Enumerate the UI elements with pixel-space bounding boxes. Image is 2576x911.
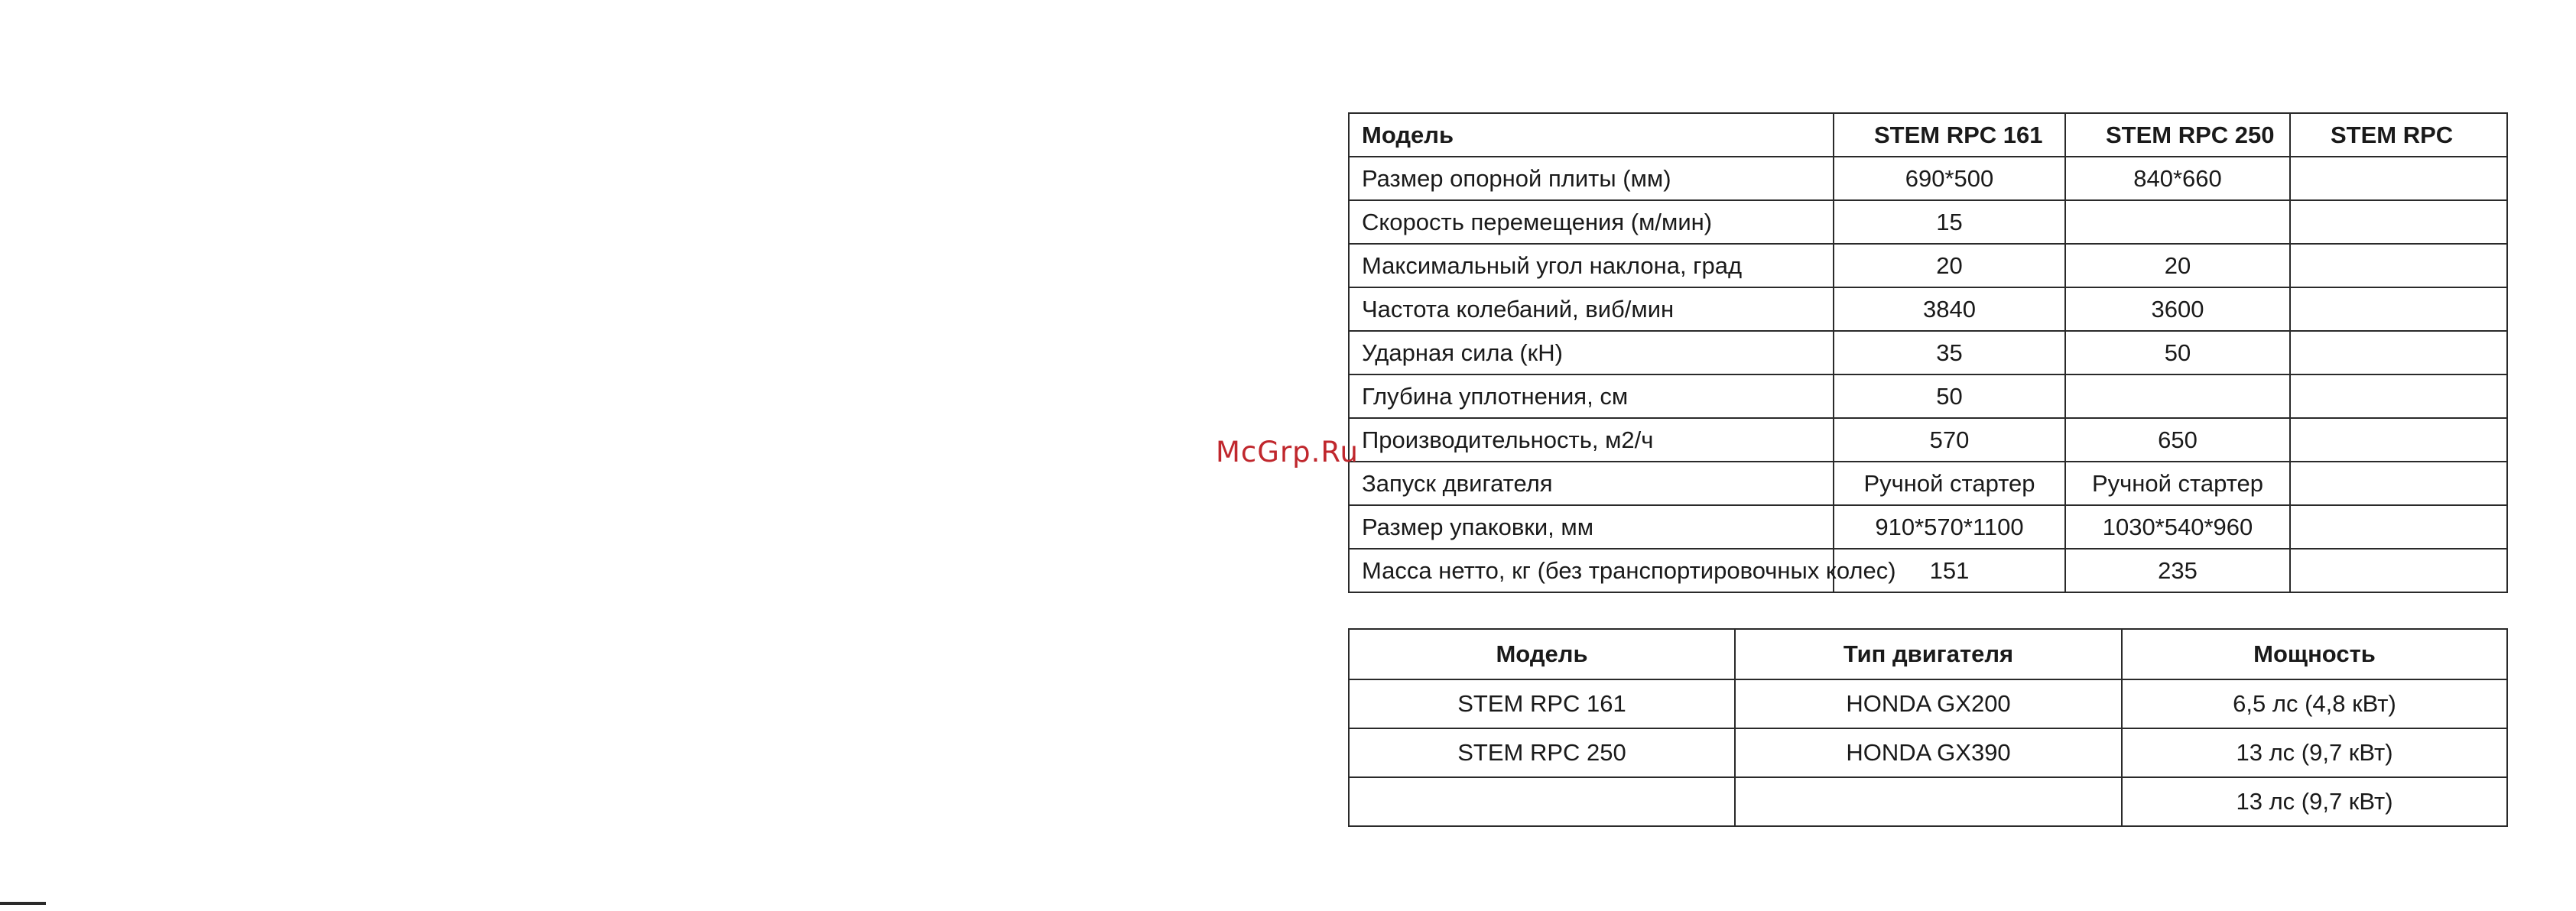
cell-value <box>2290 244 2507 287</box>
page-edge-mark <box>0 902 46 905</box>
row-label: Глубина уплотнения, см <box>1349 374 1834 418</box>
table-row <box>1349 549 2507 592</box>
row-label: Ударная сила (кН) <box>1349 331 1834 374</box>
cell-value: 20 <box>2065 244 2290 287</box>
row-label: Масса нетто, кг (без транспортировочных колес) <box>1349 549 1834 592</box>
table-row <box>1349 679 2507 728</box>
header-model: Модель <box>1349 629 1735 679</box>
table-row <box>1349 777 2507 826</box>
cell-value: 650 <box>2065 418 2290 462</box>
cell-value: 3840 <box>1834 287 2065 331</box>
cell-value: 570 <box>1834 418 2065 462</box>
cell-value <box>2290 505 2507 549</box>
table-row <box>1349 157 2507 200</box>
cell-value <box>2065 200 2290 244</box>
cell-value: 1030*540*960 <box>2065 505 2290 549</box>
table-row <box>1349 728 2507 777</box>
cell-value <box>2290 462 2507 505</box>
cell-value: 50 <box>2065 331 2290 374</box>
table-row <box>1349 374 2507 418</box>
cell-value <box>2290 418 2507 462</box>
specifications-table <box>1348 112 2508 593</box>
cell-value: 3600 <box>2065 287 2290 331</box>
cell-power: 6,5 лс (4,8 кВт) <box>2122 679 2507 728</box>
header-model-1: STEM RPC 161 <box>1834 113 2065 157</box>
table-row <box>1349 462 2507 505</box>
cell-value <box>2290 331 2507 374</box>
cell-value <box>2065 374 2290 418</box>
row-label: Скорость перемещения (м/мин) <box>1349 200 1834 244</box>
engine-table <box>1348 628 2508 827</box>
cell-value <box>2290 287 2507 331</box>
cell-power: 13 лс (9,7 кВт) <box>2122 728 2507 777</box>
cell-model <box>1349 777 1735 826</box>
row-label: Максимальный угол наклона, град <box>1349 244 1834 287</box>
cell-value: Ручной стартер <box>2065 462 2290 505</box>
cell-value: 35 <box>1834 331 2065 374</box>
row-label: Запуск двигателя <box>1349 462 1834 505</box>
cell-value <box>2290 157 2507 200</box>
cell-engine-type: HONDA GX200 <box>1735 679 2122 728</box>
row-label: Размер опорной плиты (мм) <box>1349 157 1834 200</box>
header-engine-type: Тип двигателя <box>1735 629 2122 679</box>
cell-model: STEM RPC 161 <box>1349 679 1735 728</box>
engine-header-row <box>1349 629 2507 679</box>
cell-engine-type <box>1735 777 2122 826</box>
table-row <box>1349 331 2507 374</box>
cell-value <box>2290 549 2507 592</box>
cell-value <box>2290 200 2507 244</box>
header-model-label: Модель <box>1349 113 1834 157</box>
cell-model: STEM RPC 250 <box>1349 728 1735 777</box>
cell-value: 910*570*1100 <box>1834 505 2065 549</box>
table-row <box>1349 505 2507 549</box>
cell-value: 50 <box>1834 374 2065 418</box>
cell-value: 840*660 <box>2065 157 2290 200</box>
watermark: McGrp.Ru <box>1216 436 1359 468</box>
header-model-2: STEM RPC 250 <box>2065 113 2290 157</box>
header-model-3: STEM RPC <box>2290 113 2507 157</box>
cell-value <box>2290 374 2507 418</box>
cell-value: Ручной стартер <box>1834 462 2065 505</box>
header-power: Мощность <box>2122 629 2507 679</box>
row-label: Размер упаковки, мм <box>1349 505 1834 549</box>
cell-engine-type: HONDA GX390 <box>1735 728 2122 777</box>
table-row <box>1349 244 2507 287</box>
table-row <box>1349 287 2507 331</box>
row-label: Частота колебаний, виб/мин <box>1349 287 1834 331</box>
cell-value: 15 <box>1834 200 2065 244</box>
table-row <box>1349 200 2507 244</box>
cell-value: 151 <box>1834 549 2065 592</box>
cell-value: 235 <box>2065 549 2290 592</box>
table-row <box>1349 418 2507 462</box>
specifications-header-row <box>1349 113 2507 157</box>
cell-value: 20 <box>1834 244 2065 287</box>
cell-value: 690*500 <box>1834 157 2065 200</box>
cell-power: 13 лс (9,7 кВт) <box>2122 777 2507 826</box>
row-label: Производительность, м2/ч <box>1349 418 1834 462</box>
